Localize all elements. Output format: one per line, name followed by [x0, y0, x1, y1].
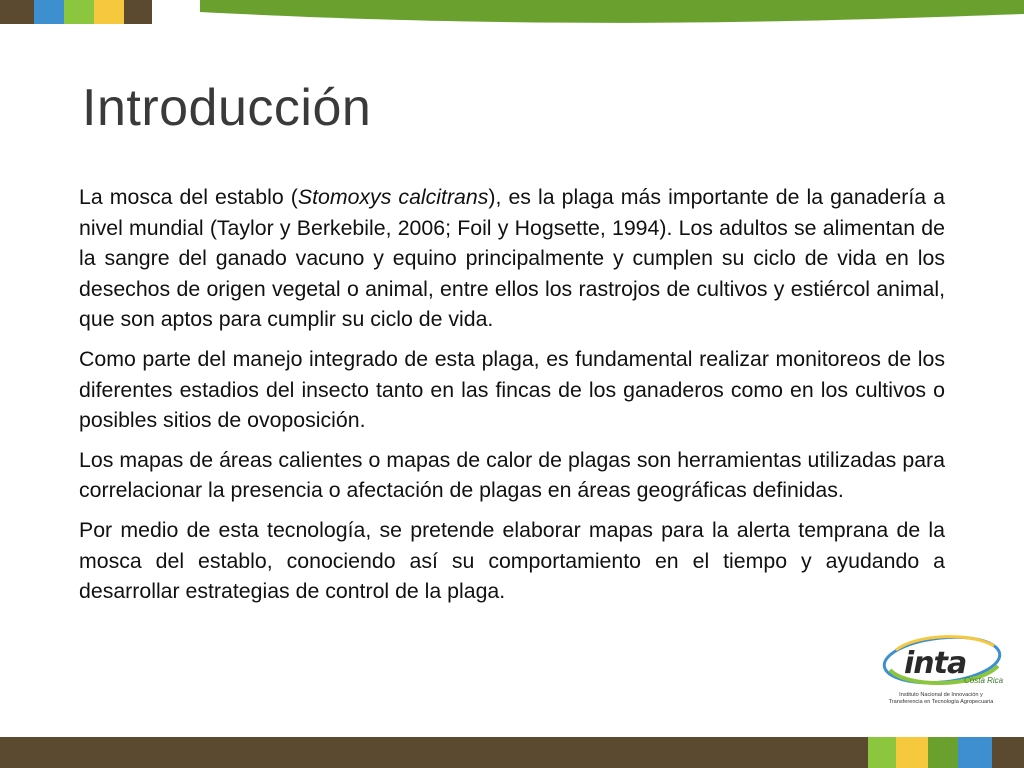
top-light-green-block: [64, 0, 94, 24]
top-green-swoosh: [200, 0, 1024, 48]
top-brown-block: [0, 0, 34, 24]
slide-body: [79, 182, 945, 607]
top-decor-bar: [0, 0, 1024, 48]
bottom-yellow-block: [896, 737, 928, 768]
logo-brand-text: inta: [904, 646, 967, 681]
species-name: Stomoxys calcitrans: [297, 185, 489, 209]
slide-title: Introducción: [82, 79, 372, 137]
logo-caption: Instituto Nacional de Innovación y Transferencia en Tecnología Agropecuaria: [888, 692, 994, 705]
top-yellow-block: [94, 0, 124, 24]
logo-country-text: Costa Rica: [964, 676, 1004, 685]
paragraph-4: Por medio de esta tecnología, se pretende elaborar mapas para la alerta temprana de la mosca del establo, conociendo así su comportamiento en el tiempo y ayudando a desarrollar estrategias de control de la plaga.: [79, 517, 945, 604]
top-blue-block: [34, 0, 64, 24]
bottom-green-block: [928, 737, 958, 768]
bottom-light-green-block: [868, 737, 896, 768]
paragraph-2: Como parte del manejo integrado de esta plaga, es fundamental realizar monitoreos de los diferentes estadios del insecto tanto en las fincas de los ganaderos como en los cultivos o posibles sitios de ovoposición.: [79, 346, 945, 433]
paragraph-1: La mosca del establo (Stomoxys calcitrans), es la plaga más importante de la ganadería a nivel mundial (Taylor y Berkebile, 2006; Foil y Hogsette, 1994). Los adultos se alimentan de la sangre del ganado vacuno y equino principalmente y cumplen su ciclo de vida en los desechos de origen vegetal o animal, entre ellos los rastrojos de cultivos y estiércol animal, que son aptos para cumplir su ciclo de vida.: [79, 185, 945, 332]
bottom-blue-block: [958, 737, 992, 768]
inta-logo: [876, 626, 1006, 718]
bottom-decor-bar: [0, 737, 1024, 768]
paragraph-3: Los mapas de áreas calientes o mapas de calor de plagas son herramientas utilizadas para correlacionar la presencia o afectación de plagas en áreas geográficas definidas.: [79, 447, 945, 503]
top-brown-block-2: [124, 0, 152, 24]
